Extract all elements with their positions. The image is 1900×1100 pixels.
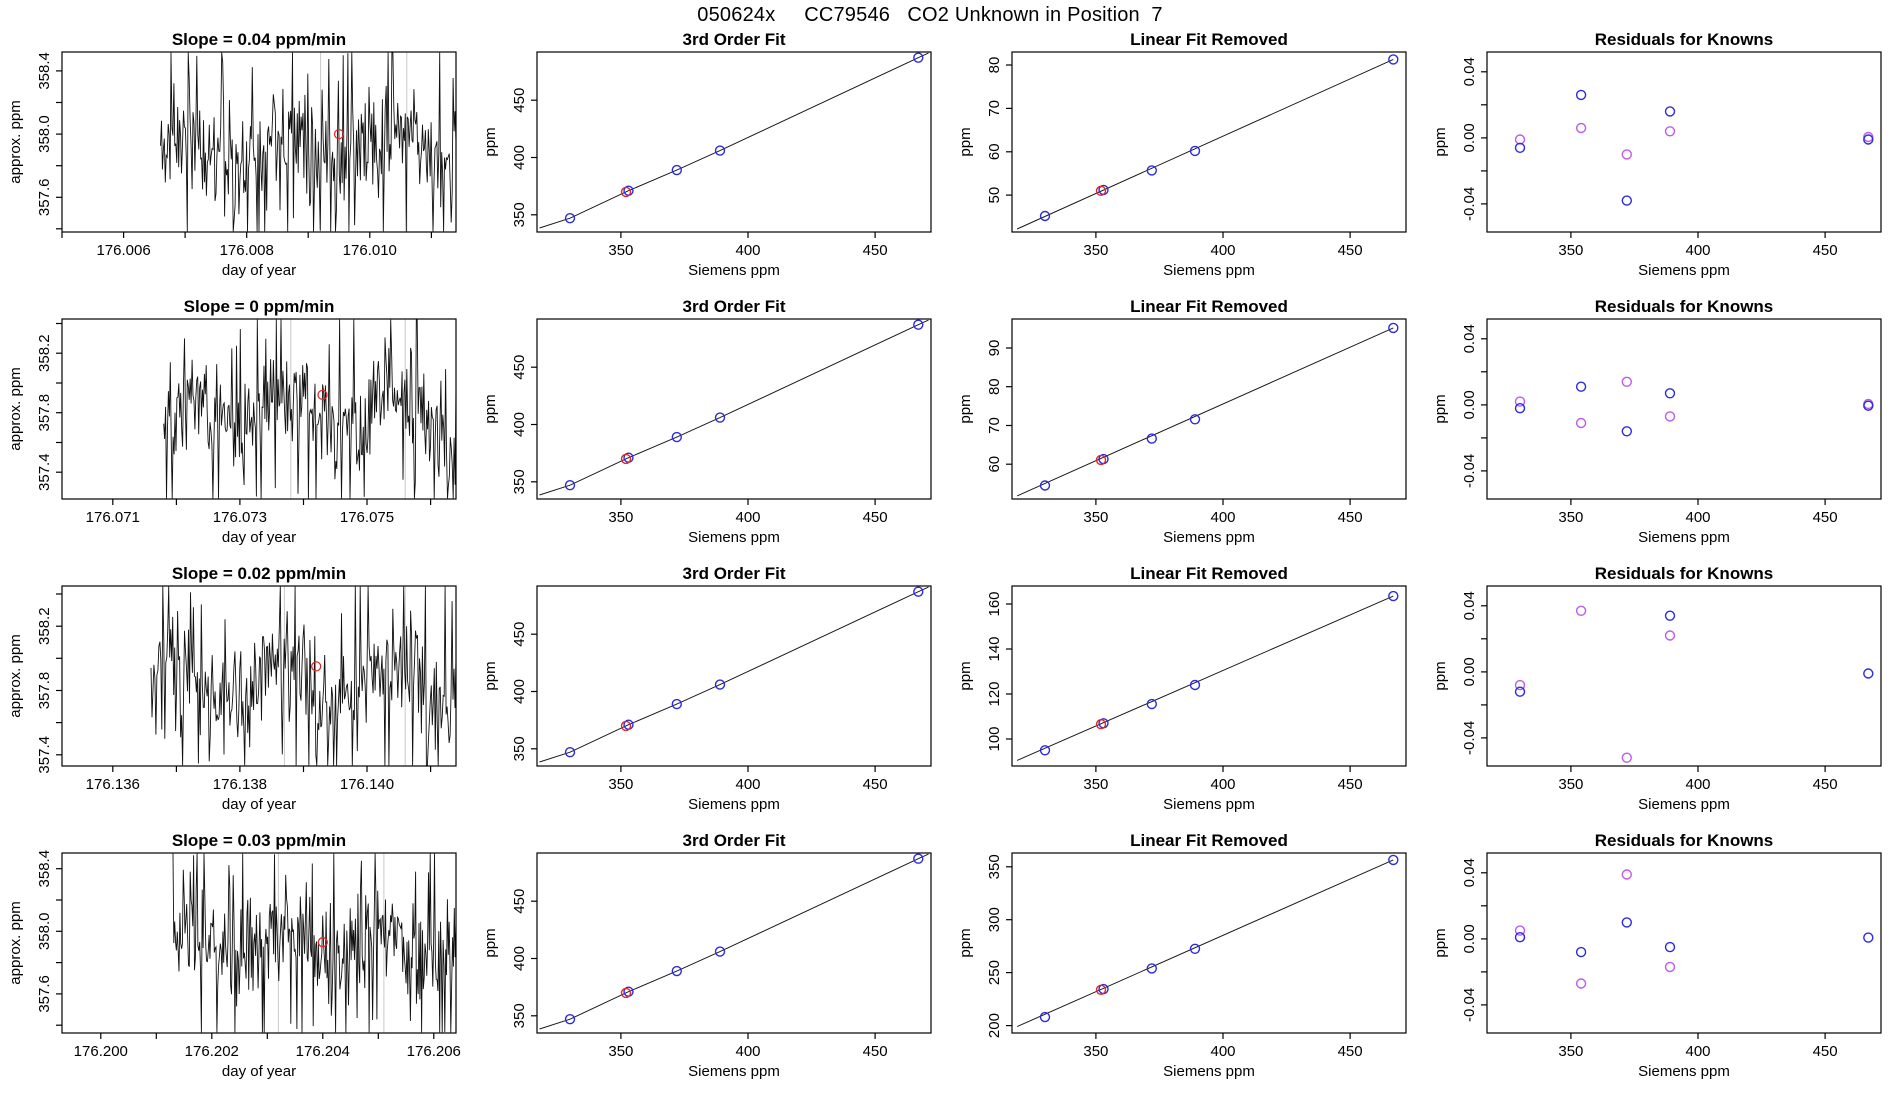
known-point-blue bbox=[1191, 146, 1200, 155]
x-tick-label: 176.204 bbox=[295, 1043, 350, 1060]
known-point-blue bbox=[1389, 323, 1398, 332]
x-tick-label: 176.075 bbox=[339, 509, 395, 526]
plot-box bbox=[1487, 586, 1881, 766]
x-axis-label: Siemens ppm bbox=[688, 796, 780, 813]
x-tick-label: 450 bbox=[862, 776, 888, 793]
y-axis-label: ppm bbox=[482, 661, 499, 691]
y-tick-label: -0.04 bbox=[1461, 186, 1478, 222]
x-tick-label: 400 bbox=[1685, 776, 1711, 793]
x-tick-label: 350 bbox=[1558, 242, 1584, 259]
y-tick-label: 0.04 bbox=[1461, 57, 1478, 87]
known-point-blue bbox=[1666, 611, 1675, 620]
known-point-blue bbox=[1389, 855, 1398, 864]
y-tick-label: 60 bbox=[986, 455, 1003, 473]
y-tick-label: 357.4 bbox=[36, 736, 53, 774]
y-tick-label: 358.2 bbox=[36, 607, 53, 645]
x-axis-label: Siemens ppm bbox=[1638, 1063, 1730, 1080]
x-tick-label: 450 bbox=[1812, 242, 1838, 259]
y-tick-label: 50 bbox=[986, 186, 1003, 204]
y-tick-label: 0.00 bbox=[1461, 657, 1478, 687]
plot-box bbox=[1487, 319, 1881, 499]
known-point-violet bbox=[1577, 124, 1586, 133]
x-tick-label: 350 bbox=[608, 509, 634, 526]
known-point-blue bbox=[1516, 404, 1525, 413]
x-tick-label: 400 bbox=[735, 509, 761, 526]
y-tick-label: 450 bbox=[511, 354, 528, 380]
y-tick-label: 357.6 bbox=[36, 178, 53, 217]
y-tick-label: 80 bbox=[986, 56, 1003, 74]
y-axis-label: ppm bbox=[1432, 661, 1449, 691]
known-point-blue bbox=[1666, 943, 1675, 952]
x-axis-label: day of year bbox=[221, 262, 297, 279]
x-tick-label: 176.008 bbox=[219, 242, 274, 259]
x-tick-label: 176.010 bbox=[342, 242, 397, 259]
x-tick-label: 450 bbox=[1812, 776, 1838, 793]
x-axis-label: Siemens ppm bbox=[1638, 529, 1730, 546]
subplot-title: 3rd Order Fit bbox=[682, 297, 786, 316]
plot-grid bbox=[0, 28, 1900, 1096]
x-tick-label: 400 bbox=[1685, 1043, 1711, 1060]
known-point-violet bbox=[1577, 606, 1586, 615]
y-tick-label: -0.04 bbox=[1461, 453, 1478, 489]
x-tick-label: 176.138 bbox=[212, 776, 268, 793]
y-tick-label: 450 bbox=[511, 888, 528, 914]
x-tick-label: 176.136 bbox=[85, 776, 140, 793]
fit-line bbox=[540, 854, 929, 1029]
subplot-r3c2 bbox=[475, 562, 950, 829]
x-tick-label: 400 bbox=[735, 1043, 761, 1060]
x-tick-label: 350 bbox=[1083, 509, 1109, 526]
known-point-blue bbox=[1622, 427, 1631, 436]
y-tick-label: 0.00 bbox=[1461, 924, 1478, 954]
x-axis-label: Siemens ppm bbox=[688, 1063, 780, 1080]
known-point-blue bbox=[1147, 166, 1156, 175]
subplot-title: Slope = 0.03 ppm/min bbox=[171, 831, 347, 850]
x-tick-label: 350 bbox=[1083, 1043, 1109, 1060]
subplot-r4c4 bbox=[1425, 829, 1900, 1096]
subplot-r2c2 bbox=[475, 295, 950, 562]
subplot-title: Residuals for Knowns bbox=[1594, 831, 1774, 850]
known-point-blue bbox=[1516, 687, 1525, 696]
y-axis-label: ppm bbox=[957, 394, 974, 424]
x-tick-label: 350 bbox=[1558, 776, 1584, 793]
subplot-r1c2 bbox=[475, 28, 950, 295]
subplot-title: Linear Fit Removed bbox=[1130, 30, 1288, 49]
x-tick-label: 450 bbox=[862, 1043, 888, 1060]
subplot-title: 3rd Order Fit bbox=[682, 30, 786, 49]
y-tick-label: 450 bbox=[511, 87, 528, 113]
sample-marker bbox=[312, 662, 321, 671]
x-tick-label: 450 bbox=[862, 509, 888, 526]
x-tick-label: 400 bbox=[735, 242, 761, 259]
known-point-blue bbox=[1864, 933, 1873, 942]
y-tick-label: 0.04 bbox=[1461, 324, 1478, 354]
subplot-r3c1 bbox=[0, 562, 475, 829]
known-point-blue bbox=[1622, 196, 1631, 205]
known-point-blue bbox=[1516, 933, 1525, 942]
x-tick-label: 450 bbox=[1337, 242, 1363, 259]
plot-box bbox=[1012, 586, 1406, 766]
known-point-violet bbox=[1577, 979, 1586, 988]
x-tick-label: 400 bbox=[1210, 242, 1236, 259]
y-tick-label: 400 bbox=[511, 678, 528, 705]
x-axis-label: Siemens ppm bbox=[1163, 529, 1255, 546]
known-point-blue bbox=[1577, 382, 1586, 391]
y-tick-label: 358.2 bbox=[36, 334, 53, 372]
known-point-blue bbox=[1666, 389, 1675, 398]
known-point-blue bbox=[1041, 746, 1050, 755]
fit-line bbox=[1017, 860, 1393, 1027]
x-tick-label: 350 bbox=[1558, 509, 1584, 526]
y-axis-label: ppm bbox=[482, 127, 499, 157]
subplot-title: Slope = 0.04 ppm/min bbox=[171, 30, 347, 49]
x-tick-label: 400 bbox=[735, 776, 761, 793]
known-point-violet bbox=[1622, 150, 1631, 159]
x-tick-label: 450 bbox=[862, 242, 888, 259]
y-axis-label: ppm bbox=[957, 661, 974, 691]
y-tick-label: 357.8 bbox=[36, 393, 53, 432]
x-axis-label: Siemens ppm bbox=[1163, 262, 1255, 279]
subplot-title: Linear Fit Removed bbox=[1130, 297, 1288, 316]
x-tick-label: 176.006 bbox=[96, 242, 151, 259]
noise-series bbox=[151, 587, 456, 766]
y-axis-label: ppm bbox=[482, 928, 499, 958]
y-tick-label: 100 bbox=[986, 726, 1003, 752]
fit-line bbox=[540, 320, 929, 495]
fit-line bbox=[1017, 328, 1393, 496]
y-tick-label: 0.04 bbox=[1461, 591, 1478, 621]
subplot-title: 3rd Order Fit bbox=[682, 831, 786, 850]
y-tick-label: 60 bbox=[986, 143, 1003, 161]
y-tick-label: 357.8 bbox=[36, 671, 53, 710]
known-point-blue bbox=[1864, 669, 1873, 678]
y-tick-label: 400 bbox=[511, 945, 528, 972]
y-tick-label: 90 bbox=[986, 339, 1003, 357]
known-point-blue bbox=[1577, 90, 1586, 99]
subplot-title: Linear Fit Removed bbox=[1130, 831, 1288, 850]
x-tick-label: 350 bbox=[608, 776, 634, 793]
y-tick-label: 350 bbox=[511, 469, 528, 495]
known-point-violet bbox=[1622, 870, 1631, 879]
known-point-blue bbox=[1147, 700, 1156, 709]
subplot-title: Residuals for Knowns bbox=[1594, 297, 1774, 316]
x-tick-label: 400 bbox=[1685, 509, 1711, 526]
x-tick-label: 450 bbox=[1337, 1043, 1363, 1060]
x-tick-label: 176.140 bbox=[339, 776, 395, 793]
subplot-title: Slope = 0.02 ppm/min bbox=[171, 564, 347, 583]
y-tick-label: 358.0 bbox=[36, 912, 53, 951]
x-tick-label: 176.202 bbox=[184, 1043, 239, 1060]
x-tick-label: 176.071 bbox=[85, 509, 140, 526]
x-tick-label: 400 bbox=[1210, 509, 1236, 526]
x-axis-label: Siemens ppm bbox=[688, 262, 780, 279]
subplot-title: Residuals for Knowns bbox=[1594, 564, 1774, 583]
y-tick-label: 350 bbox=[511, 736, 528, 762]
y-tick-label: 200 bbox=[986, 1013, 1003, 1039]
x-axis-label: Siemens ppm bbox=[1638, 262, 1730, 279]
y-tick-label: 140 bbox=[986, 636, 1003, 662]
known-point-violet bbox=[1666, 412, 1675, 421]
fit-line bbox=[1017, 596, 1393, 760]
y-tick-label: 160 bbox=[986, 591, 1003, 617]
y-tick-label: 120 bbox=[986, 681, 1003, 707]
known-point-violet bbox=[1666, 631, 1675, 640]
page-title: 050624x CC79546 CO2 Unknown in Position 7 bbox=[697, 4, 1163, 26]
subplot-r4c1 bbox=[0, 829, 475, 1096]
known-point-violet bbox=[1577, 419, 1586, 428]
x-tick-label: 400 bbox=[1210, 776, 1236, 793]
noise-series bbox=[173, 854, 456, 1033]
known-point-blue bbox=[1622, 918, 1631, 927]
fit-line bbox=[540, 53, 929, 228]
subplot-r2c1 bbox=[0, 295, 475, 562]
y-tick-label: 80 bbox=[986, 378, 1003, 396]
fit-line bbox=[540, 587, 929, 762]
y-tick-label: 358.4 bbox=[36, 52, 53, 90]
y-tick-label: 450 bbox=[511, 621, 528, 647]
noise-series bbox=[161, 53, 457, 232]
x-tick-label: 400 bbox=[1685, 242, 1711, 259]
y-axis-label: approx. ppm bbox=[7, 367, 24, 451]
y-tick-label: 400 bbox=[511, 144, 528, 171]
known-point-blue bbox=[1666, 107, 1675, 116]
x-tick-label: 176.206 bbox=[406, 1043, 461, 1060]
x-tick-label: 350 bbox=[1083, 242, 1109, 259]
y-axis-label: approx. ppm bbox=[7, 634, 24, 718]
x-axis-label: Siemens ppm bbox=[1638, 796, 1730, 813]
subplot-r2c4 bbox=[1425, 295, 1900, 562]
y-tick-label: 357.6 bbox=[36, 975, 53, 1013]
y-axis-label: ppm bbox=[1432, 127, 1449, 157]
fit-line bbox=[1017, 59, 1393, 229]
known-point-violet bbox=[1622, 377, 1631, 386]
x-tick-label: 450 bbox=[1812, 509, 1838, 526]
known-point-blue bbox=[1191, 681, 1200, 690]
y-axis-label: ppm bbox=[1432, 394, 1449, 424]
subplot-r2c3 bbox=[950, 295, 1425, 562]
known-point-blue bbox=[1389, 592, 1398, 601]
subplot-r1c3 bbox=[950, 28, 1425, 295]
subplot-title: Linear Fit Removed bbox=[1130, 564, 1288, 583]
x-tick-label: 176.073 bbox=[212, 509, 268, 526]
y-tick-label: 0.04 bbox=[1461, 858, 1478, 888]
y-tick-label: 70 bbox=[986, 100, 1003, 117]
y-tick-label: 70 bbox=[986, 417, 1003, 434]
known-point-violet bbox=[1666, 962, 1675, 971]
x-tick-label: 176.200 bbox=[73, 1043, 128, 1060]
known-point-blue bbox=[1577, 948, 1586, 957]
subplot-r3c4 bbox=[1425, 562, 1900, 829]
x-tick-label: 350 bbox=[608, 242, 634, 259]
y-tick-label: 350 bbox=[511, 202, 528, 228]
x-axis-label: day of year bbox=[221, 796, 297, 813]
x-tick-label: 350 bbox=[1083, 776, 1109, 793]
x-axis-label: day of year bbox=[221, 529, 297, 546]
x-axis-label: Siemens ppm bbox=[1163, 796, 1255, 813]
subplot-r3c3 bbox=[950, 562, 1425, 829]
y-axis-label: ppm bbox=[482, 394, 499, 424]
known-point-violet bbox=[1666, 127, 1675, 136]
y-tick-label: 0.00 bbox=[1461, 390, 1478, 420]
y-axis-label: ppm bbox=[1432, 928, 1449, 958]
x-axis-label: Siemens ppm bbox=[688, 529, 780, 546]
x-tick-label: 450 bbox=[1812, 1043, 1838, 1060]
known-point-blue bbox=[1041, 481, 1050, 490]
y-tick-label: 350 bbox=[986, 854, 1003, 880]
subplot-r1c1 bbox=[0, 28, 475, 295]
y-axis-label: approx. ppm bbox=[7, 100, 24, 184]
y-axis-label: approx. ppm bbox=[7, 901, 24, 985]
x-tick-label: 350 bbox=[608, 1043, 634, 1060]
known-point-violet bbox=[1622, 753, 1631, 762]
noise-series bbox=[164, 320, 456, 499]
y-tick-label: 358.4 bbox=[36, 849, 53, 888]
subplot-r1c4 bbox=[1425, 28, 1900, 295]
subplot-title: Slope = 0 ppm/min bbox=[183, 297, 335, 316]
x-axis-label: Siemens ppm bbox=[1163, 1063, 1255, 1080]
x-axis-label: day of year bbox=[221, 1063, 297, 1080]
y-tick-label: -0.04 bbox=[1461, 987, 1478, 1023]
y-tick-label: -0.04 bbox=[1461, 720, 1478, 756]
subplot-r4c2 bbox=[475, 829, 950, 1096]
y-tick-label: 250 bbox=[986, 960, 1003, 986]
y-tick-label: 400 bbox=[511, 411, 528, 438]
x-tick-label: 450 bbox=[1337, 776, 1363, 793]
plot-box bbox=[1487, 853, 1881, 1033]
subplot-r4c3 bbox=[950, 829, 1425, 1096]
plot-box bbox=[1487, 52, 1881, 232]
known-point-blue bbox=[1389, 55, 1398, 64]
y-tick-label: 358.0 bbox=[36, 115, 53, 153]
subplot-title: Residuals for Knowns bbox=[1594, 30, 1774, 49]
y-tick-label: 357.4 bbox=[36, 453, 53, 491]
y-tick-label: 0.00 bbox=[1461, 123, 1478, 153]
x-tick-label: 350 bbox=[1558, 1043, 1584, 1060]
y-axis-label: ppm bbox=[957, 127, 974, 157]
y-tick-label: 350 bbox=[511, 1003, 528, 1029]
x-tick-label: 400 bbox=[1210, 1043, 1236, 1060]
x-tick-label: 450 bbox=[1337, 509, 1363, 526]
y-tick-label: 300 bbox=[986, 907, 1003, 933]
y-axis-label: ppm bbox=[957, 928, 974, 958]
subplot-title: 3rd Order Fit bbox=[682, 564, 786, 583]
